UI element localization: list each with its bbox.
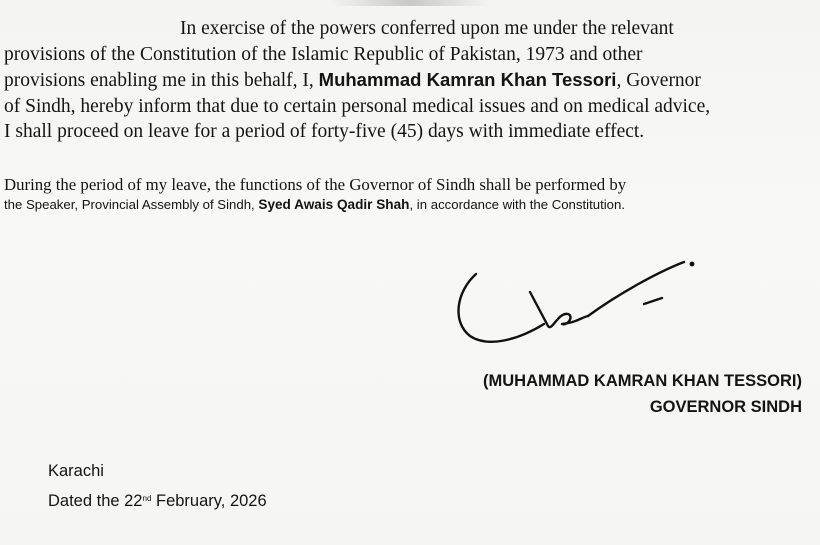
para1-line-2: provisions of the Constitution of the Islamic Republic of Pakistan, 1973 and other: [4, 43, 643, 65]
notice-paragraph-2: [4, 174, 816, 214]
para1-line-4: of Sindh, hereby inform that due to certain personal medical issues and on medical advice,: [4, 95, 711, 117]
para1-line-3-post: , Governor: [616, 70, 701, 91]
signature-flourish: [588, 262, 684, 316]
para2-line-2: [4, 196, 816, 214]
signatory-block: [483, 368, 802, 420]
place-date-block: [48, 456, 267, 516]
para1-line-5: I shall proceed on leave for a period of forty-five (45) days with immediate effect.: [4, 121, 645, 142]
date-line: [48, 486, 267, 516]
date-rest: February, 2026: [151, 492, 267, 510]
speaker-name: Syed Awais Qadir Shah: [258, 197, 410, 212]
para1-line-1: In exercise of the powers conferred upon me under the relevant: [180, 18, 674, 39]
date-ordinal: nd: [142, 494, 152, 503]
para2-line-1: During the period of my leave, the functions of the Governor of Sindh shall be performed by: [4, 175, 627, 194]
place: Karachi: [48, 462, 104, 480]
para2-line-2-post: , in accordance with the Constitution.: [409, 197, 625, 212]
notice-paragraph-1: [4, 16, 816, 145]
handwritten-signature: [448, 252, 708, 352]
para1-line-3: [4, 67, 816, 94]
para2-line-2-pre: the Speaker, Provincial Assembly of Sindh,: [4, 197, 259, 212]
signature-dot: [690, 262, 695, 267]
signature-underline: [644, 298, 662, 304]
para1-line-3-pre: provisions enabling me in this behalf, I,: [4, 70, 319, 91]
signature-loop: [459, 274, 544, 342]
governor-name: Muhammad Kamran Khan Tessori: [318, 69, 617, 90]
signature-stroke: [530, 292, 588, 327]
signatory-title: GOVERNOR SINDH: [649, 398, 802, 416]
signatory-name: (MUHAMMAD KAMRAN KHAN TESSORI): [483, 372, 802, 390]
date-prefix: Dated the 22: [48, 492, 143, 510]
scan-smudge: [330, 0, 490, 6]
